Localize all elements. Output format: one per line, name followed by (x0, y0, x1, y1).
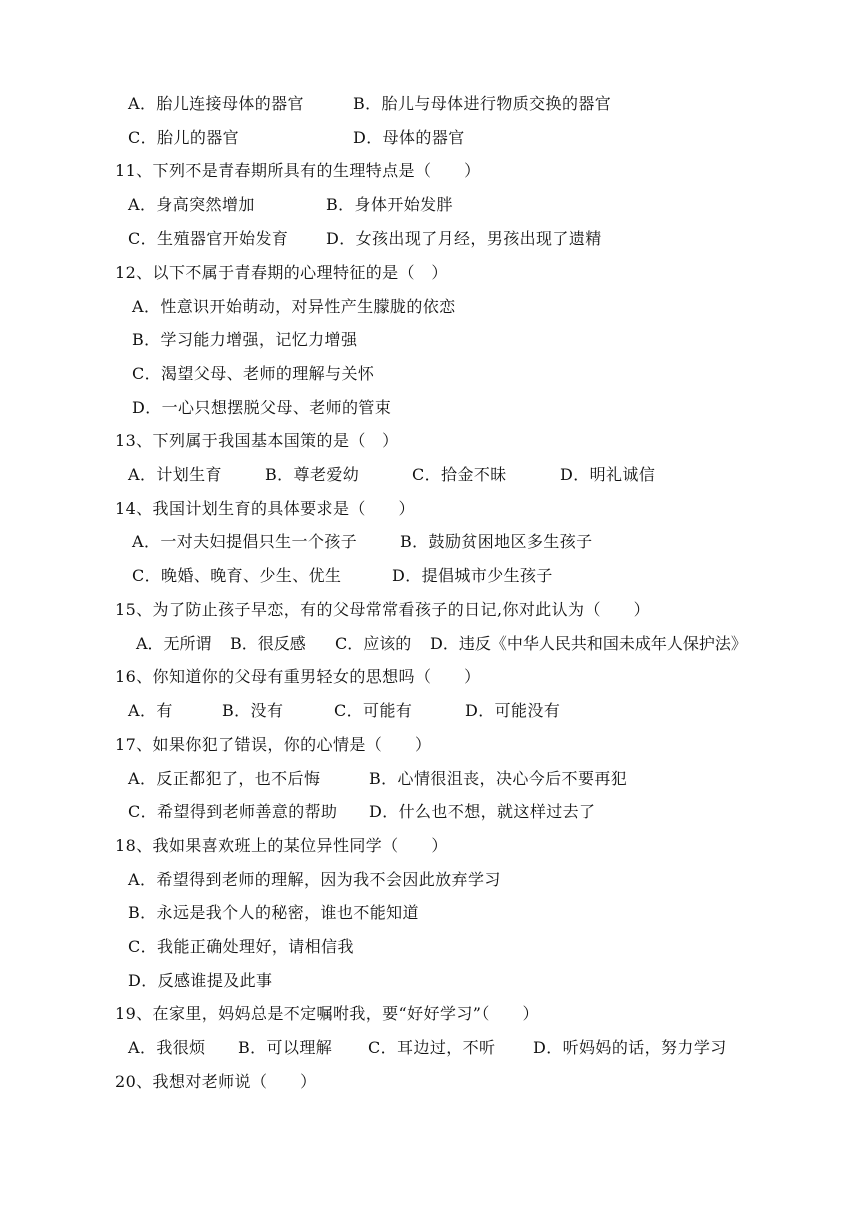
q15-option-c: C．应该的 (335, 634, 412, 653)
q11-stem: 11、下列不是青春期所具有的生理特点是（ ） (115, 161, 481, 180)
q10-option-c: C．胎儿的器官 (128, 128, 240, 147)
q18-option-b: B．永远是我个人的秘密，谁也不能知道 (128, 903, 419, 922)
q14-stem: 14、我国计划生育的具体要求是（ ） (115, 499, 415, 518)
q11-option-d: D．女孩出现了月经，男孩出现了遗精 (326, 229, 602, 248)
q19-option-b: B．可以理解 (238, 1038, 333, 1057)
q19-stem: 19、在家里，妈妈总是不定嘱咐我，要“好好学习”（ ） (115, 1004, 539, 1023)
q14-option-c: C．晚婚、晚育、少生、优生 (132, 566, 342, 585)
q10-option-a: A．胎儿连接母体的器官 (128, 94, 304, 113)
q16-option-d: D．可能没有 (465, 701, 561, 720)
q13-stem: 13、下列属于我国基本国策的是（ ） (115, 431, 399, 450)
q13-options-row (128, 458, 656, 492)
q12-option-c: C．渴望父母、老师的理解与关怀 (132, 364, 375, 383)
q11-option-c: C．生殖器官开始发育 (128, 229, 289, 248)
q12-option-a: A．性意识开始萌动，对异性产生朦胧的依恋 (132, 297, 456, 316)
q12-option-d: D．一心只想摆脱父母、老师的管束 (132, 398, 392, 417)
q16-option-b: B．没有 (222, 701, 284, 720)
q19-option-a: A．我很烦 (128, 1038, 206, 1057)
q13-option-d: D．明礼诚信 (560, 465, 656, 484)
q12-stem: 12、以下不属于青春期的心理特征的是（ ） (115, 263, 448, 282)
q14-options-row-2 (132, 559, 553, 593)
q16-stem: 16、你知道你的父母有重男轻女的思想吗（ ） (115, 667, 481, 686)
q18-option-a: A．希望得到老师的理解，因为我不会因此放弃学习 (128, 870, 501, 889)
q19-option-c: C．耳边过，不听 (368, 1038, 496, 1057)
q17-option-a: A．反正都犯了，也不后悔 (128, 769, 321, 788)
q13-option-c: C．拾金不昧 (412, 465, 507, 484)
q17-option-b: B．心情很沮丧，决心今后不要再犯 (369, 769, 628, 788)
q11-options-row-2 (128, 222, 602, 256)
q17-stem: 17、如果你犯了错误，你的心情是（ ） (115, 735, 432, 754)
q15-options-row (136, 627, 747, 661)
q16-options-row (128, 694, 561, 728)
q11-option-a: A．身高突然增加 (128, 195, 255, 214)
q10-option-d: D．母体的器官 (353, 128, 465, 147)
q18-stem: 18、我如果喜欢班上的某位异性同学（ ） (115, 836, 448, 855)
q14-option-d: D．提倡城市少生孩子 (392, 566, 553, 585)
q11-option-b: B．身体开始发胖 (326, 195, 453, 214)
q10-options-row-1 (128, 87, 612, 121)
q17-option-c: C．希望得到老师善意的帮助 (128, 802, 338, 821)
q18-option-c: C．我能正确处理好，请相信我 (128, 937, 354, 956)
q13-option-a: A．计划生育 (128, 465, 222, 484)
q15-option-b: B．很反感 (230, 634, 306, 653)
q15-stem: 15、为了防止孩子早恋，有的父母常常看孩子的日记,你对此认为（ ） (115, 600, 651, 619)
q17-options-row-2 (128, 795, 596, 829)
q20-stem: 20、我想对老师说（ ） (115, 1072, 317, 1091)
q15-option-a: A．无所谓 (136, 634, 212, 653)
q14-option-a: A．一对夫妇提倡只生一个孩子 (132, 532, 358, 551)
q19-option-d: D．听妈妈的话，努力学习 (533, 1038, 727, 1057)
q16-option-c: C．可能有 (334, 701, 413, 720)
q14-option-b: B．鼓励贫困地区多生孩子 (400, 532, 593, 551)
q19-options-row (128, 1031, 727, 1065)
q13-option-b: B．尊老爱幼 (265, 465, 360, 484)
q17-option-d: D．什么也不想，就这样过去了 (369, 802, 596, 821)
q16-option-a: A．有 (128, 701, 173, 720)
q18-option-d: D．反感谁提及此事 (128, 971, 273, 990)
q10-options-row-2 (128, 121, 465, 155)
q10-option-b: B．胎儿与母体进行物质交换的器官 (353, 94, 612, 113)
q15-option-d: D．违反《中华人民共和国未成年人保护法》 (430, 634, 747, 653)
q11-options-row-1 (128, 188, 453, 222)
q17-options-row-1 (128, 762, 628, 796)
q12-option-b: B．学习能力增强，记忆力增强 (132, 330, 358, 349)
q14-options-row-1 (132, 525, 593, 559)
